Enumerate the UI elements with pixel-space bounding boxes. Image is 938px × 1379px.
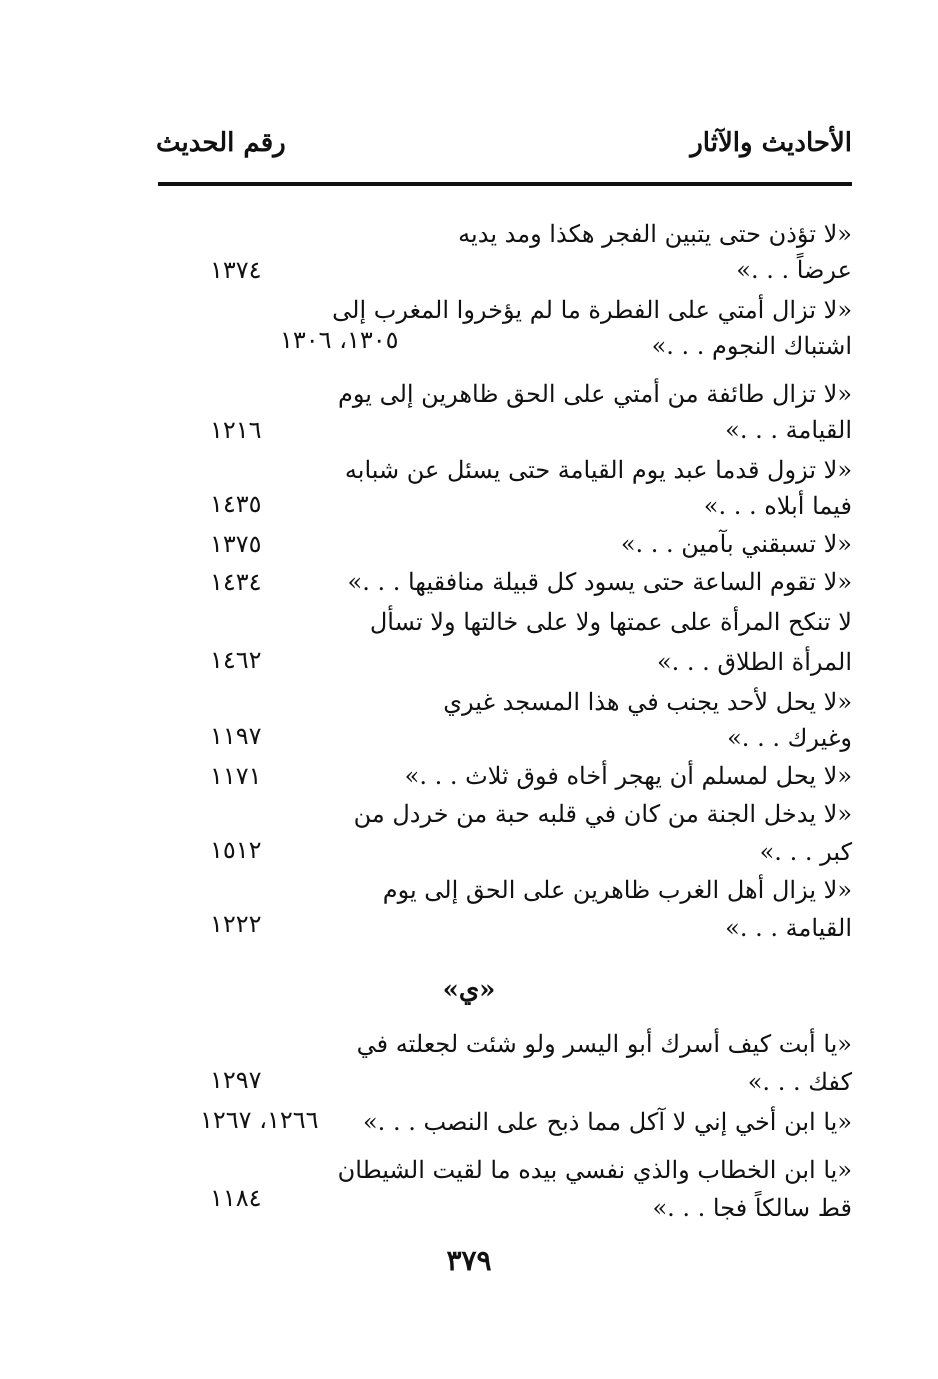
entry-8-line-1: «لا يحل لأحد يجنب في هذا المسجد غيري <box>443 688 852 716</box>
entry-3-line-2: القيامة . . .» <box>725 416 852 444</box>
entry-ya-1-line-2: كفك . . .» <box>747 1068 852 1096</box>
entry-4-number: ١٤٣٥ <box>210 490 262 518</box>
entry-10-line-2: كبر . . .» <box>759 838 852 866</box>
entry-ya-2-line-1: «يا ابن أخي إني لا آكل مما ذبح على النصب . . .» <box>363 1108 852 1136</box>
entry-3-line-1: «لا تزال طائفة من أمتي على الحق ظاهرين إلى يوم <box>338 380 852 408</box>
running-header-column-label: رقم الحديث <box>156 128 286 158</box>
entry-10-line-1: «لا يدخل الجنة من كان في قلبه حبة من خردل من <box>353 800 852 828</box>
entry-7-line-1: لا تنكح المرأة على عمتها ولا على خالتها ولا تسأل <box>369 608 852 636</box>
entry-8-number: ١١٩٧ <box>210 722 262 750</box>
entry-11-number: ١٢٢٢ <box>210 910 262 938</box>
running-header-title: الأحاديث والآثار <box>690 128 852 158</box>
entry-5-number: ١٣٧٥ <box>210 530 262 558</box>
section-heading-ya: «ي» <box>442 975 496 1005</box>
page-number: ٣٧٩ <box>446 1244 492 1277</box>
entry-7-line-2: المرأة الطلاق . . .» <box>656 648 852 676</box>
entry-3-number: ١٢١٦ <box>210 416 262 444</box>
entry-ya-3-number: ١١٨٤ <box>210 1184 262 1212</box>
entry-6-line-1: «لا تقوم الساعة حتى يسود كل قبيلة منافقيها . . .» <box>347 568 852 596</box>
entry-ya-3-line-1: «يا ابن الخطاب والذي نفسي بيده ما لقيت الشيطان <box>337 1156 852 1184</box>
entry-9-number: ١١٧١ <box>210 762 262 790</box>
entry-9-line-1: «لا يحل لمسلم أن يهجر أخاه فوق ثلاث . . .» <box>404 762 852 790</box>
entry-2-line-1: «لا تزال أمتي على الفطرة ما لم يؤخروا المغرب إلى <box>332 296 852 324</box>
entry-2-number: ١٣٠٥، ١٣٠٦ <box>280 326 399 354</box>
entry-ya-1-number: ١٢٩٧ <box>210 1066 262 1094</box>
entry-ya-3-line-2: قط سالكاً فجا . . .» <box>652 1194 852 1222</box>
entry-7-number: ١٤٦٢ <box>210 646 262 674</box>
entry-ya-2-number: ١٢٦٦، ١٢٦٧ <box>200 1106 319 1134</box>
entry-4-line-2: فيما أبلاه . . .» <box>703 492 852 520</box>
entry-11-line-1: «لا يزال أهل الغرب ظاهرين على الحق إلى يوم <box>382 876 852 904</box>
entry-10-number: ١٥١٢ <box>210 836 262 864</box>
entry-6-number: ١٤٣٤ <box>210 568 262 596</box>
entry-8-line-2: وغيرك . . .» <box>727 724 852 752</box>
entry-1-number: ١٣٧٤ <box>210 256 262 284</box>
entry-2-line-2: اشتباك النجوم . . .» <box>651 332 852 360</box>
entry-5-line-1: «لا تسبقني بآمين . . .» <box>620 530 852 558</box>
entry-ya-1-line-1: «يا أبت كيف أسرك أبو اليسر ولو شئت لجعلته في <box>356 1030 852 1058</box>
entry-4-line-1: «لا تزول قدما عبد يوم القيامة حتى يسئل عن شبابه <box>344 456 852 484</box>
entry-11-line-2: القيامة . . .» <box>725 914 852 942</box>
entry-1-line-2: عرضاً . . .» <box>736 256 852 284</box>
header-rule <box>158 182 852 186</box>
entry-1-line-1: «لا تؤذن حتى يتبين الفجر هكذا ومد يديه <box>458 220 852 248</box>
